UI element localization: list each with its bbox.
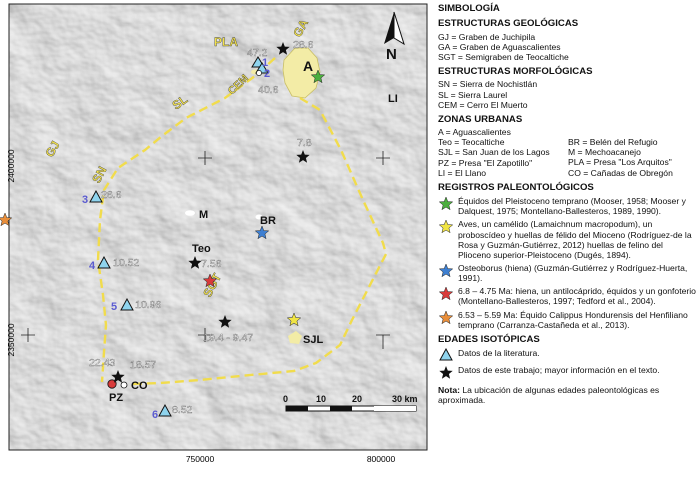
legend-item: GJ = Graben de Juchipila	[438, 31, 536, 42]
site-number: 4	[89, 260, 96, 272]
legend-item: LI = El Llano	[438, 167, 487, 178]
paleo-record	[438, 219, 698, 260]
triangle-icon	[438, 348, 454, 362]
site-number: 5	[111, 301, 118, 313]
paleo-record	[438, 286, 698, 306]
label-br: BR	[260, 215, 276, 227]
x-tick-label: 750000	[185, 454, 215, 464]
iso-record	[438, 365, 698, 379]
orange-star-icon	[438, 310, 454, 324]
scale-tick: 0	[283, 394, 289, 404]
north-label: N	[386, 46, 397, 63]
label-li: LI	[388, 93, 398, 105]
paleo-record	[438, 310, 698, 330]
scale-tick: 30 km	[392, 394, 418, 404]
y-tick-label: 2350000	[6, 323, 16, 357]
label-co: CO	[131, 380, 148, 392]
legend-item: CEM = Cerro El Muerto	[438, 99, 528, 110]
urban-col-left	[438, 127, 568, 178]
iso-text: Datos de este trabajo; mayor información en el texto.	[458, 365, 660, 376]
label-ga: GA	[290, 16, 312, 40]
legend-item: SL = Sierra Laurel	[438, 89, 508, 100]
urban-col-right	[568, 127, 698, 178]
label-sn: SN	[89, 164, 110, 186]
legend-item: SJL = San Juan de los Lagos	[438, 147, 550, 158]
label-sl: SL	[169, 92, 191, 113]
paleo-text: Équidos del Pleistoceno temprano (Mooser, 1958; Mooser y Dalquest, 1975; Montellano-Ballesteros, 1989, 1990).	[458, 196, 686, 217]
label-a: A	[303, 58, 314, 74]
geo-title: ESTRUCTURAS GEOLÓGICAS	[438, 18, 579, 30]
paleo-title: REGISTROS PALEONTOLÓGICOS	[438, 181, 594, 193]
age-label: 40.6	[258, 84, 279, 96]
paleo-text: Osteoborus (hiena) (Guzmán-Gutiérrez y Rodríguez-Huerta, 1991).	[458, 262, 688, 284]
site-number: 1	[262, 57, 269, 69]
age-label: 26.6	[101, 189, 122, 201]
legend-item: SN = Sierra de Nochistlán	[438, 79, 538, 90]
age-label: 10.52	[113, 257, 140, 269]
paleo-record	[438, 263, 698, 283]
age-label: 47.2	[247, 47, 268, 59]
label-pla: PLA	[214, 35, 238, 49]
paleo-text: 6.53 – 5.59 Ma: Équido Calippus Hondurensis del Henfiliano temprano (Carranza-Castañeda et al., 2013).	[458, 309, 688, 330]
label-gj: GJ	[42, 138, 63, 160]
note-text: La ubicación de algunas edades paleontológicas es aproximada.	[438, 385, 660, 406]
legend-note	[438, 385, 698, 405]
urban-mechoacanejo	[185, 210, 195, 216]
legend-item: SGT = Semigraben de Teocaltiche	[438, 51, 569, 62]
legend-item: GA = Graben de Aguascalientes	[438, 41, 561, 52]
age-label: 28.6	[293, 39, 314, 51]
site-number: 6	[152, 409, 159, 421]
label-teo: Teo	[192, 243, 211, 255]
paleo-text: Aves, un camélido (Lamaichnum macropodum), un proboscídeo y huellas de félido del Mioceno (Rodríguez-de la Rosa y Guzmán-Gutiérrez, 2012) huellas de felino del Plioceno superior-Pleistoceno (Dugés, 1894).	[458, 219, 692, 260]
x-tick-label: 800000	[366, 454, 396, 464]
legend-item: CO = Cañadas de Obregón	[568, 167, 673, 178]
urban-table	[438, 127, 698, 178]
site-number: 2	[264, 68, 271, 80]
note-label: Nota:	[438, 385, 460, 396]
paleo-text: 6.8 – 4.75 Ma: hiena, un antilocáprido, équidos y un gonfoterio (Montellano-Ballesteros, 1997; Tedford et al., 2004).	[458, 286, 696, 307]
age-label: 18.57	[130, 359, 157, 371]
age-label: 19.4 - 9.47	[203, 332, 254, 344]
urban-title: ZONAS URBANAS	[438, 113, 523, 125]
label-sjl: SJL	[303, 334, 324, 346]
label-cem: CEM	[225, 72, 251, 98]
legend-item: PLA = Presa "Los Arquitos"	[568, 157, 672, 168]
age-label: 7.8	[297, 137, 312, 149]
label-pz: PZ	[109, 392, 124, 404]
scale-tick: 10	[316, 394, 327, 404]
legend-item: PZ = Presa "El Zapotillo"	[438, 157, 533, 168]
legend-title: SIMBOLOGÍA	[438, 3, 500, 14]
age-label: 8.52	[172, 404, 193, 416]
label-m: M	[199, 209, 209, 221]
legend-item: BR = Belén del Refugio	[568, 137, 658, 148]
site-number: 3	[82, 194, 89, 206]
paleo-record	[438, 196, 698, 216]
shaded-relief	[9, 4, 427, 450]
legend-item: Teo = Teocaltiche	[438, 137, 505, 148]
iso-title: EDADES ISOTÓPICAS	[438, 333, 540, 345]
iso-record	[438, 348, 698, 362]
co-dot	[121, 382, 127, 388]
morph-title: ESTRUCTURAS MORFOLÓGICAS	[438, 66, 593, 78]
blue-star-icon	[438, 263, 454, 277]
legend-item: M = Mechoacanejo	[568, 147, 641, 158]
age-label: 22.43	[89, 357, 116, 369]
red-star-icon	[438, 286, 454, 300]
scale-tick: 20	[352, 394, 363, 404]
age-label: 10.96	[135, 299, 162, 311]
green-star-icon	[438, 196, 454, 210]
legend	[438, 2, 698, 477]
age-label: 7.56	[201, 258, 222, 270]
y-tick-label: 2400000	[6, 149, 16, 183]
black-star-icon	[438, 365, 454, 379]
iso-text: Datos de la literatura.	[458, 348, 540, 359]
legend-item: A = Aguascalientes	[438, 127, 511, 138]
yellow-star-icon	[438, 219, 454, 233]
